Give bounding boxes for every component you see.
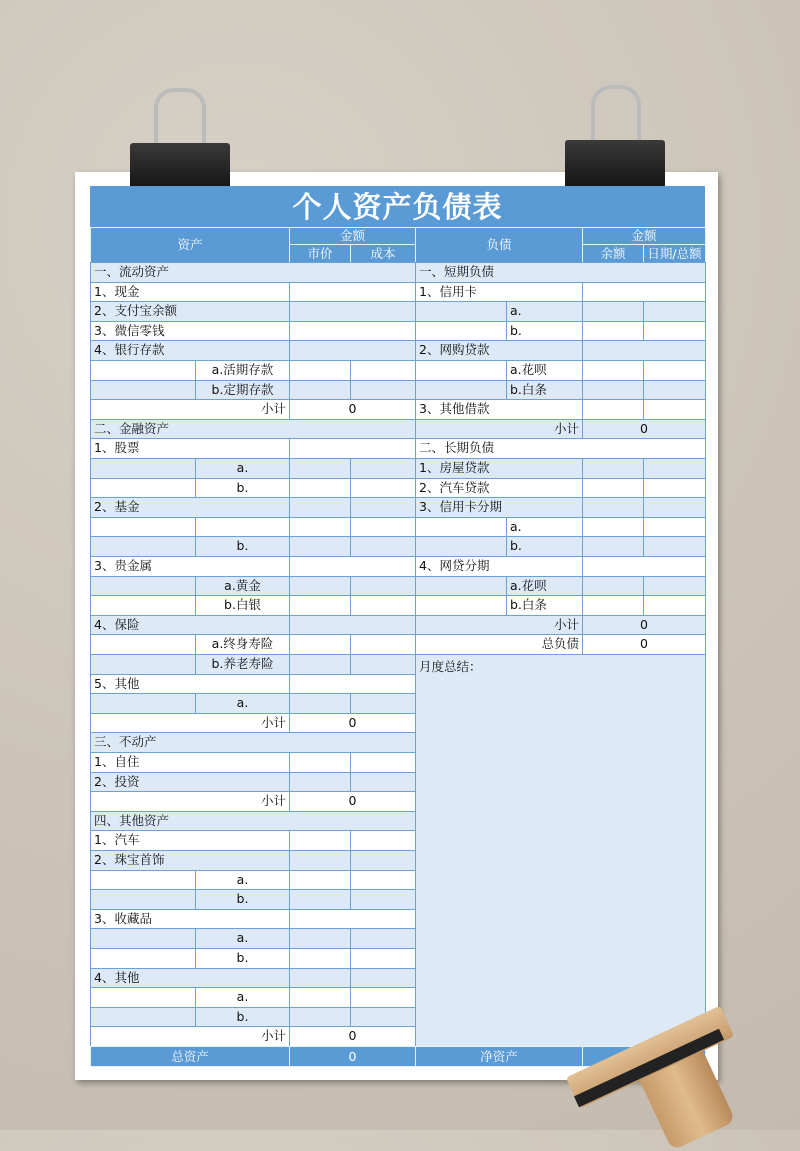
asset-value-cell[interactable] <box>289 576 351 597</box>
asset-subitem-label: a. <box>195 987 290 1008</box>
liability-blank-cell <box>415 595 507 616</box>
header-balance: 余额 <box>582 244 644 263</box>
liability-subitem-label: a. <box>506 301 583 322</box>
asset-value-cell[interactable] <box>350 889 416 910</box>
liability-item-label: 2、汽车贷款 <box>415 478 583 499</box>
asset-value-cell[interactable] <box>350 830 416 851</box>
asset-item-label: 2、基金 <box>90 497 290 518</box>
asset-blank-cell <box>90 987 196 1008</box>
page-title: 个人资产负债表 <box>90 186 705 227</box>
asset-blank-cell <box>90 693 196 714</box>
liability-section-heading: 二、长期负债 <box>415 438 706 459</box>
asset-value-cell[interactable] <box>289 536 351 557</box>
liability-item-label: 3、其他借款 <box>415 399 583 420</box>
liability-value-cell[interactable] <box>643 458 706 479</box>
asset-subitem-label: a. <box>195 458 290 479</box>
liability-value-cell[interactable] <box>643 576 706 597</box>
asset-subtotal-label: 小计 <box>90 1026 290 1047</box>
asset-value-cell[interactable] <box>289 517 351 538</box>
asset-value-cell[interactable] <box>350 968 416 989</box>
asset-blank-cell <box>90 478 196 499</box>
liability-blank-cell <box>415 536 507 557</box>
asset-value-cell[interactable] <box>350 517 416 538</box>
liability-value-cell[interactable] <box>643 399 706 420</box>
asset-item-value-cell[interactable] <box>289 321 416 342</box>
asset-value-cell[interactable] <box>350 987 416 1008</box>
liability-blank-cell <box>415 321 507 342</box>
asset-value-cell[interactable] <box>289 968 351 989</box>
asset-value-cell[interactable] <box>289 458 351 479</box>
total-assets-value: 0 <box>289 1046 416 1067</box>
liability-subitem-label: b.白条 <box>506 595 583 616</box>
liability-subitem-label: a.花呗 <box>506 360 583 381</box>
liability-subitem-label: b. <box>506 536 583 557</box>
liability-value-cell[interactable] <box>582 576 644 597</box>
liability-value-cell[interactable] <box>643 380 706 401</box>
header-amount: 金额 <box>289 227 416 245</box>
liability-item-value-cell[interactable] <box>582 556 706 577</box>
liability-section-heading: 一、短期负债 <box>415 262 706 283</box>
asset-item-value-cell[interactable] <box>289 909 416 930</box>
liability-value-cell[interactable] <box>582 321 644 342</box>
asset-value-cell[interactable] <box>289 497 351 518</box>
asset-value-cell[interactable] <box>350 772 416 793</box>
asset-subtotal-value: 0 <box>289 713 416 734</box>
asset-value-cell[interactable] <box>289 752 351 773</box>
liability-value-cell[interactable] <box>582 536 644 557</box>
asset-item-label: 3、贵金属 <box>90 556 290 577</box>
liability-item-label: 1、房屋贷款 <box>415 458 583 479</box>
liability-item-label: 1、信用卡 <box>415 282 583 303</box>
asset-value-cell[interactable] <box>350 478 416 499</box>
liability-subitem-label: a.花呗 <box>506 576 583 597</box>
liability-value-cell[interactable] <box>582 458 644 479</box>
asset-blank-cell <box>90 889 196 910</box>
asset-item-value-cell[interactable] <box>289 674 416 695</box>
asset-value-cell[interactable] <box>350 928 416 949</box>
liability-value-cell[interactable] <box>643 360 706 381</box>
asset-value-cell[interactable] <box>289 987 351 1008</box>
asset-section-heading: 三、不动产 <box>90 732 416 753</box>
asset-value-cell[interactable] <box>350 634 416 655</box>
asset-item-value-cell[interactable] <box>289 282 416 303</box>
asset-value-cell[interactable] <box>350 870 416 891</box>
liability-subtotal-value: 0 <box>582 419 706 440</box>
asset-subitem-label: a.黄金 <box>195 576 290 597</box>
liability-value-cell[interactable] <box>582 399 644 420</box>
asset-value-cell[interactable] <box>289 850 351 871</box>
liability-subitem-label: a. <box>506 517 583 538</box>
liability-subtotal-label: 小计 <box>415 419 583 440</box>
asset-value-cell[interactable] <box>289 1007 351 1028</box>
asset-value-cell[interactable] <box>350 380 416 401</box>
asset-section-heading: 二、金融资产 <box>90 419 416 440</box>
liability-subtotal-label: 小计 <box>415 615 583 636</box>
asset-item-label: 4、其他 <box>90 968 290 989</box>
liability-value-cell[interactable] <box>582 478 644 499</box>
asset-value-cell[interactable] <box>289 654 351 675</box>
asset-value-cell[interactable] <box>289 634 351 655</box>
asset-value-cell[interactable] <box>289 830 351 851</box>
asset-subtotal-value: 0 <box>289 791 416 812</box>
liability-subtotal-label: 总负债 <box>415 634 583 655</box>
asset-blank-cell <box>90 928 196 949</box>
asset-blank-cell <box>90 870 196 891</box>
liability-blank-cell <box>415 380 507 401</box>
asset-blank-cell <box>90 576 196 597</box>
liability-value-cell[interactable] <box>582 301 644 322</box>
asset-value-cell[interactable] <box>350 948 416 969</box>
liability-value-cell[interactable] <box>582 497 644 518</box>
asset-value-cell[interactable] <box>350 497 416 518</box>
asset-value-cell[interactable] <box>289 889 351 910</box>
asset-item-label: 2、珠宝首饰 <box>90 850 290 871</box>
asset-subtotal-label: 小计 <box>90 791 290 812</box>
liability-item-label: 2、网购贷款 <box>415 340 583 361</box>
asset-item-label: 3、收藏品 <box>90 909 290 930</box>
asset-subitem-label: a.终身寿险 <box>195 634 290 655</box>
asset-blank-cell <box>90 1007 196 1028</box>
asset-subitem-label: a. <box>195 693 290 714</box>
header-market-price: 市价 <box>289 244 351 263</box>
asset-value-cell[interactable] <box>350 1007 416 1028</box>
asset-subitem-label: a. <box>195 928 290 949</box>
liability-item-value-cell[interactable] <box>582 282 706 303</box>
net-assets-label: 净资产 <box>415 1046 583 1067</box>
asset-subitem-label: a.活期存款 <box>195 360 290 381</box>
asset-section-heading: 四、其他资产 <box>90 811 416 832</box>
liability-value-cell[interactable] <box>582 360 644 381</box>
asset-value-cell[interactable] <box>289 693 351 714</box>
asset-subitem-label: b. <box>195 889 290 910</box>
header-date-total: 日期/总额 <box>643 244 706 263</box>
stamp-decoration <box>555 1010 795 1130</box>
liability-subitem-label: b. <box>506 321 583 342</box>
header-liab-amount: 金额 <box>582 227 706 245</box>
header-cost: 成本 <box>350 244 416 263</box>
liability-blank-cell <box>415 576 507 597</box>
liability-item-label: 3、信用卡分期 <box>415 497 583 518</box>
liability-value-cell[interactable] <box>643 536 706 557</box>
asset-section-heading: 一、流动资产 <box>90 262 416 283</box>
asset-subitem-label: b.定期存款 <box>195 380 290 401</box>
asset-value-cell[interactable] <box>289 595 351 616</box>
asset-value-cell[interactable] <box>350 576 416 597</box>
asset-value-cell[interactable] <box>350 693 416 714</box>
liability-value-cell[interactable] <box>643 595 706 616</box>
liability-subtotal-value: 0 <box>582 634 706 655</box>
asset-blank-cell <box>90 517 196 538</box>
asset-value-cell[interactable] <box>289 870 351 891</box>
asset-value-cell[interactable] <box>350 458 416 479</box>
asset-blank-cell <box>90 634 196 655</box>
asset-subitem-label: b. <box>195 948 290 969</box>
liability-blank-cell <box>415 517 507 538</box>
asset-item-label: 1、现金 <box>90 282 290 303</box>
liability-subtotal-value: 0 <box>582 615 706 636</box>
asset-item-value-cell[interactable] <box>289 615 416 636</box>
asset-item-label: 4、保险 <box>90 615 290 636</box>
liability-value-cell[interactable] <box>643 478 706 499</box>
liability-subitem-label: b.白条 <box>506 380 583 401</box>
asset-blank-cell <box>90 654 196 675</box>
asset-item-value-cell[interactable] <box>289 556 416 577</box>
binder-clip-left <box>130 88 230 196</box>
asset-item-label: 1、汽车 <box>90 830 290 851</box>
asset-subtotal-value: 0 <box>289 1026 416 1047</box>
asset-subtotal-value: 0 <box>289 399 416 420</box>
asset-value-cell[interactable] <box>350 654 416 675</box>
asset-blank-cell <box>90 536 196 557</box>
liability-value-cell[interactable] <box>582 595 644 616</box>
asset-subitem-label: b. <box>195 478 290 499</box>
asset-value-cell[interactable] <box>289 360 351 381</box>
liability-blank-cell <box>415 360 507 381</box>
asset-value-cell[interactable] <box>350 595 416 616</box>
header-liabilities: 负债 <box>415 227 583 263</box>
asset-value-cell[interactable] <box>350 752 416 773</box>
binder-clip-right <box>565 85 665 195</box>
liability-value-cell[interactable] <box>582 517 644 538</box>
asset-subtotal-label: 小计 <box>90 399 290 420</box>
asset-subitem-label: a. <box>195 870 290 891</box>
asset-value-cell[interactable] <box>350 536 416 557</box>
asset-subitem-label: b.白银 <box>195 595 290 616</box>
asset-item-label: 1、股票 <box>90 438 290 459</box>
asset-subitem-label: b. <box>195 1007 290 1028</box>
liability-value-cell[interactable] <box>643 497 706 518</box>
asset-item-label: 5、其他 <box>90 674 290 695</box>
monthly-summary-area[interactable]: 月度总结： <box>415 654 706 1047</box>
asset-value-cell[interactable] <box>289 380 351 401</box>
asset-item-label: 2、投资 <box>90 772 290 793</box>
asset-value-cell[interactable] <box>350 360 416 381</box>
header-assets: 资产 <box>90 227 290 263</box>
asset-value-cell[interactable] <box>289 772 351 793</box>
liability-value-cell[interactable] <box>582 380 644 401</box>
liability-item-value-cell[interactable] <box>582 340 706 361</box>
asset-subitem-label: b.养老寿险 <box>195 654 290 675</box>
asset-value-cell[interactable] <box>289 478 351 499</box>
asset-item-value-cell[interactable] <box>289 438 416 459</box>
liability-item-label: 4、网贷分期 <box>415 556 583 577</box>
total-assets-label: 总资产 <box>90 1046 290 1067</box>
asset-value-cell[interactable] <box>289 948 351 969</box>
asset-blank-cell <box>90 458 196 479</box>
asset-item-value-cell[interactable] <box>289 301 416 322</box>
asset-blank-cell <box>90 360 196 381</box>
asset-subitem-label: b. <box>195 536 290 557</box>
liability-value-cell[interactable] <box>643 517 706 538</box>
asset-item-label: 2、支付宝余额 <box>90 301 290 322</box>
asset-item-label: 4、银行存款 <box>90 340 290 361</box>
asset-blank-cell <box>90 595 196 616</box>
liability-value-cell[interactable] <box>643 321 706 342</box>
liability-value-cell[interactable] <box>643 301 706 322</box>
asset-item-label: 3、微信零钱 <box>90 321 290 342</box>
asset-item-label: 1、自住 <box>90 752 290 773</box>
asset-value-cell[interactable] <box>289 928 351 949</box>
asset-subtotal-label: 小计 <box>90 713 290 734</box>
asset-subitem-label <box>195 517 290 538</box>
asset-blank-cell <box>90 948 196 969</box>
asset-item-value-cell[interactable] <box>289 340 416 361</box>
asset-value-cell[interactable] <box>350 850 416 871</box>
liability-blank-cell <box>415 301 507 322</box>
asset-blank-cell <box>90 380 196 401</box>
